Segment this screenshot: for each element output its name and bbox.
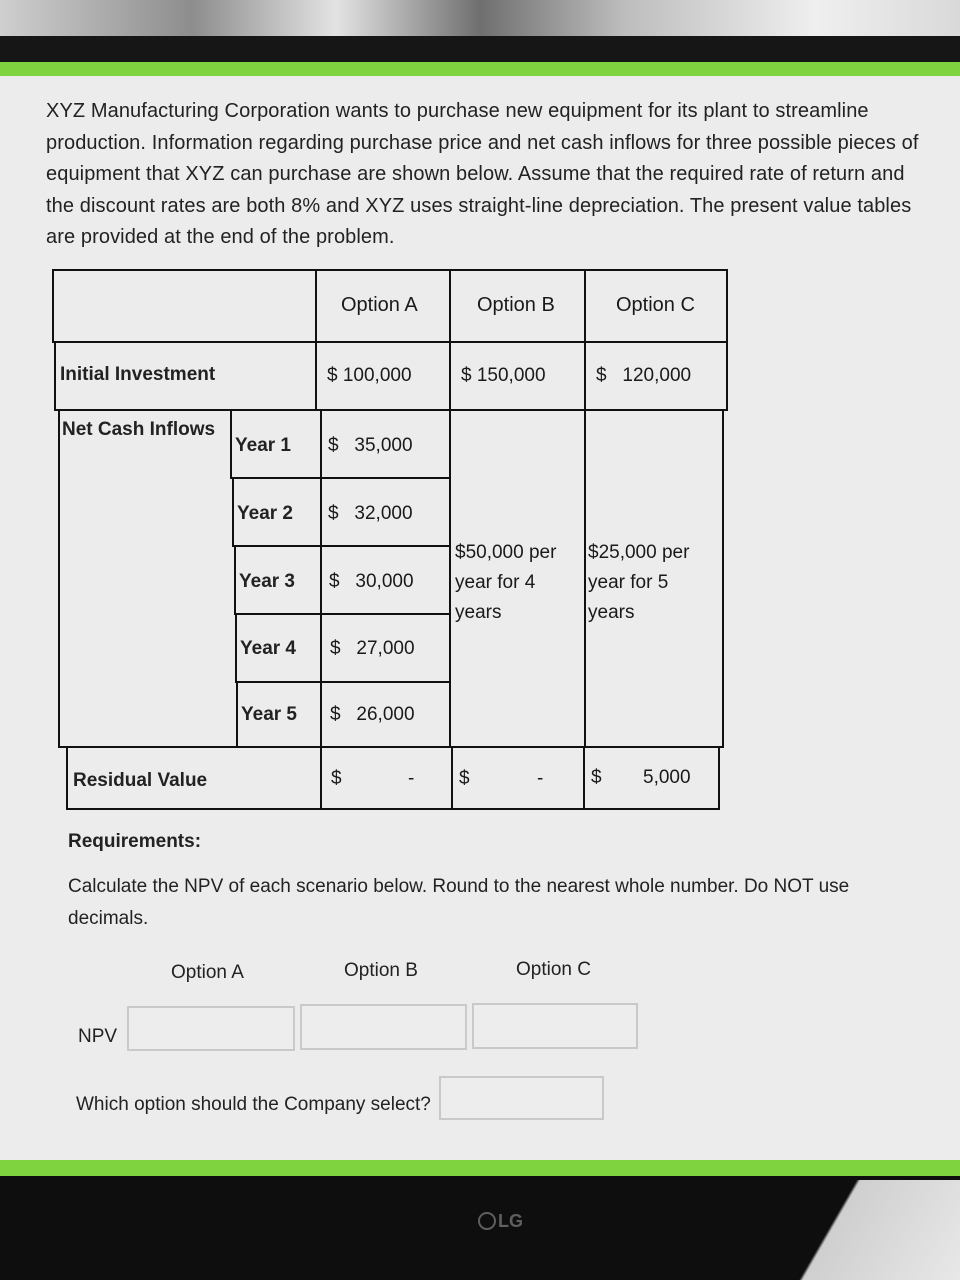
residual-value-label: Residual Value: [73, 770, 208, 791]
header-cell-option-a: [315, 269, 451, 343]
option-b-inflows-cell: [449, 409, 586, 748]
header-accent-bar: [0, 62, 960, 76]
npv-option-b-input[interactable]: [300, 1004, 467, 1050]
year-3-cell: [234, 545, 322, 615]
year-2-label: Year 2: [237, 503, 293, 524]
option-c-inflows-cell: [584, 409, 724, 748]
residual-value-c-amount: 5,000: [643, 767, 691, 788]
net-cash-inflows-label-cell: [58, 409, 238, 748]
residual-value-label-cell: [66, 746, 322, 810]
answer-header-option-a: Option A: [171, 962, 244, 983]
initial-investment-option-c: $ 120,000: [596, 365, 692, 386]
problem-intro: XYZ Manufacturing Corporation wants to purchase new equipment for its plant to streamline production. Information regarding purchase price and net cash inflows for three possible pieces of equipment that XYZ can purchase are shown below. Assume that the required rate of return and the discount rates are both 8% and XYZ uses straight-line depreciation. The present value tables are provided at the end of the problem.: [46, 100, 919, 248]
year-4-label: Year 4: [240, 638, 296, 659]
requirements-title: Requirements:: [68, 831, 202, 852]
header-option-c: Option C: [616, 294, 695, 316]
select-option-question: Which option should the Company select?: [76, 1094, 431, 1115]
option-a-year-1-cell: [320, 409, 451, 479]
residual-value-b-cell: [451, 746, 585, 810]
option-a-year-4: $ 27,000: [330, 638, 415, 659]
year-5-label: Year 5: [241, 704, 297, 725]
option-a-year-2-cell: [320, 477, 451, 547]
initial-investment-label-cell: [54, 341, 317, 411]
monitor-brand-text: LG: [498, 1211, 523, 1231]
answer-header-option-c: Option C: [516, 959, 591, 980]
year-3-label: Year 3: [239, 571, 295, 592]
lg-logo-icon: [478, 1212, 496, 1230]
initial-investment-option-b: $ 150,000: [461, 365, 546, 386]
header-cell-option-c: [584, 269, 728, 343]
selected-option-input[interactable]: [439, 1076, 604, 1120]
option-a-year-1: $ 35,000: [328, 435, 413, 456]
year-1-cell: [230, 409, 322, 479]
net-cash-inflows-label: Net Cash Inflows: [62, 419, 216, 440]
residual-value-a-amount: -: [408, 768, 415, 789]
residual-value-b-amount: -: [537, 768, 544, 789]
header-cell-option-b: [449, 269, 586, 343]
option-b-inflows: $50,000 per year for 4 years: [455, 542, 557, 623]
answer-header-option-b: Option B: [344, 960, 418, 981]
year-5-cell: [236, 681, 322, 748]
initial-investment-label: Initial Investment: [60, 364, 216, 385]
initial-investment-c-cell: [584, 341, 728, 411]
initial-investment-option-a: $ 100,000: [327, 365, 412, 386]
requirements-instruction: Calculate the NPV of each scenario below. Round to the nearest whole number. Do NOT use decimals.: [68, 876, 850, 929]
footer-accent-bar: [0, 1160, 960, 1176]
npv-option-a-input[interactable]: [127, 1006, 295, 1051]
monitor-bezel-top: [0, 36, 960, 64]
header-option-b: Option B: [477, 294, 555, 316]
year-1-label: Year 1: [235, 435, 291, 456]
option-a-year-2: $ 32,000: [328, 503, 413, 524]
option-a-year-5-cell: [320, 681, 451, 748]
option-a-year-3-cell: [320, 545, 451, 615]
npv-label: NPV: [78, 1026, 118, 1047]
residual-value-a-currency: $: [331, 768, 342, 789]
residual-value-c-currency: $: [591, 767, 602, 788]
option-a-year-3: $ 30,000: [329, 571, 414, 592]
year-2-cell: [232, 477, 322, 547]
desk-surface: [660, 1180, 960, 1280]
monitor-brand-logo: [478, 1211, 523, 1232]
header-option-a: Option A: [341, 294, 418, 316]
table-corner-cell: [52, 269, 317, 343]
initial-investment-b-cell: [449, 341, 586, 411]
residual-value-c-cell: [583, 746, 720, 810]
option-a-year-5: $ 26,000: [330, 704, 415, 725]
option-c-inflows: $25,000 per year for 5 years: [588, 542, 690, 623]
background-wall: [0, 0, 960, 40]
residual-value-b-currency: $: [459, 768, 470, 789]
initial-investment-a-cell: [315, 341, 451, 411]
option-a-year-4-cell: [320, 613, 451, 683]
npv-option-c-input[interactable]: [472, 1003, 638, 1049]
residual-value-a-cell: [320, 746, 453, 810]
year-4-cell: [235, 613, 322, 683]
